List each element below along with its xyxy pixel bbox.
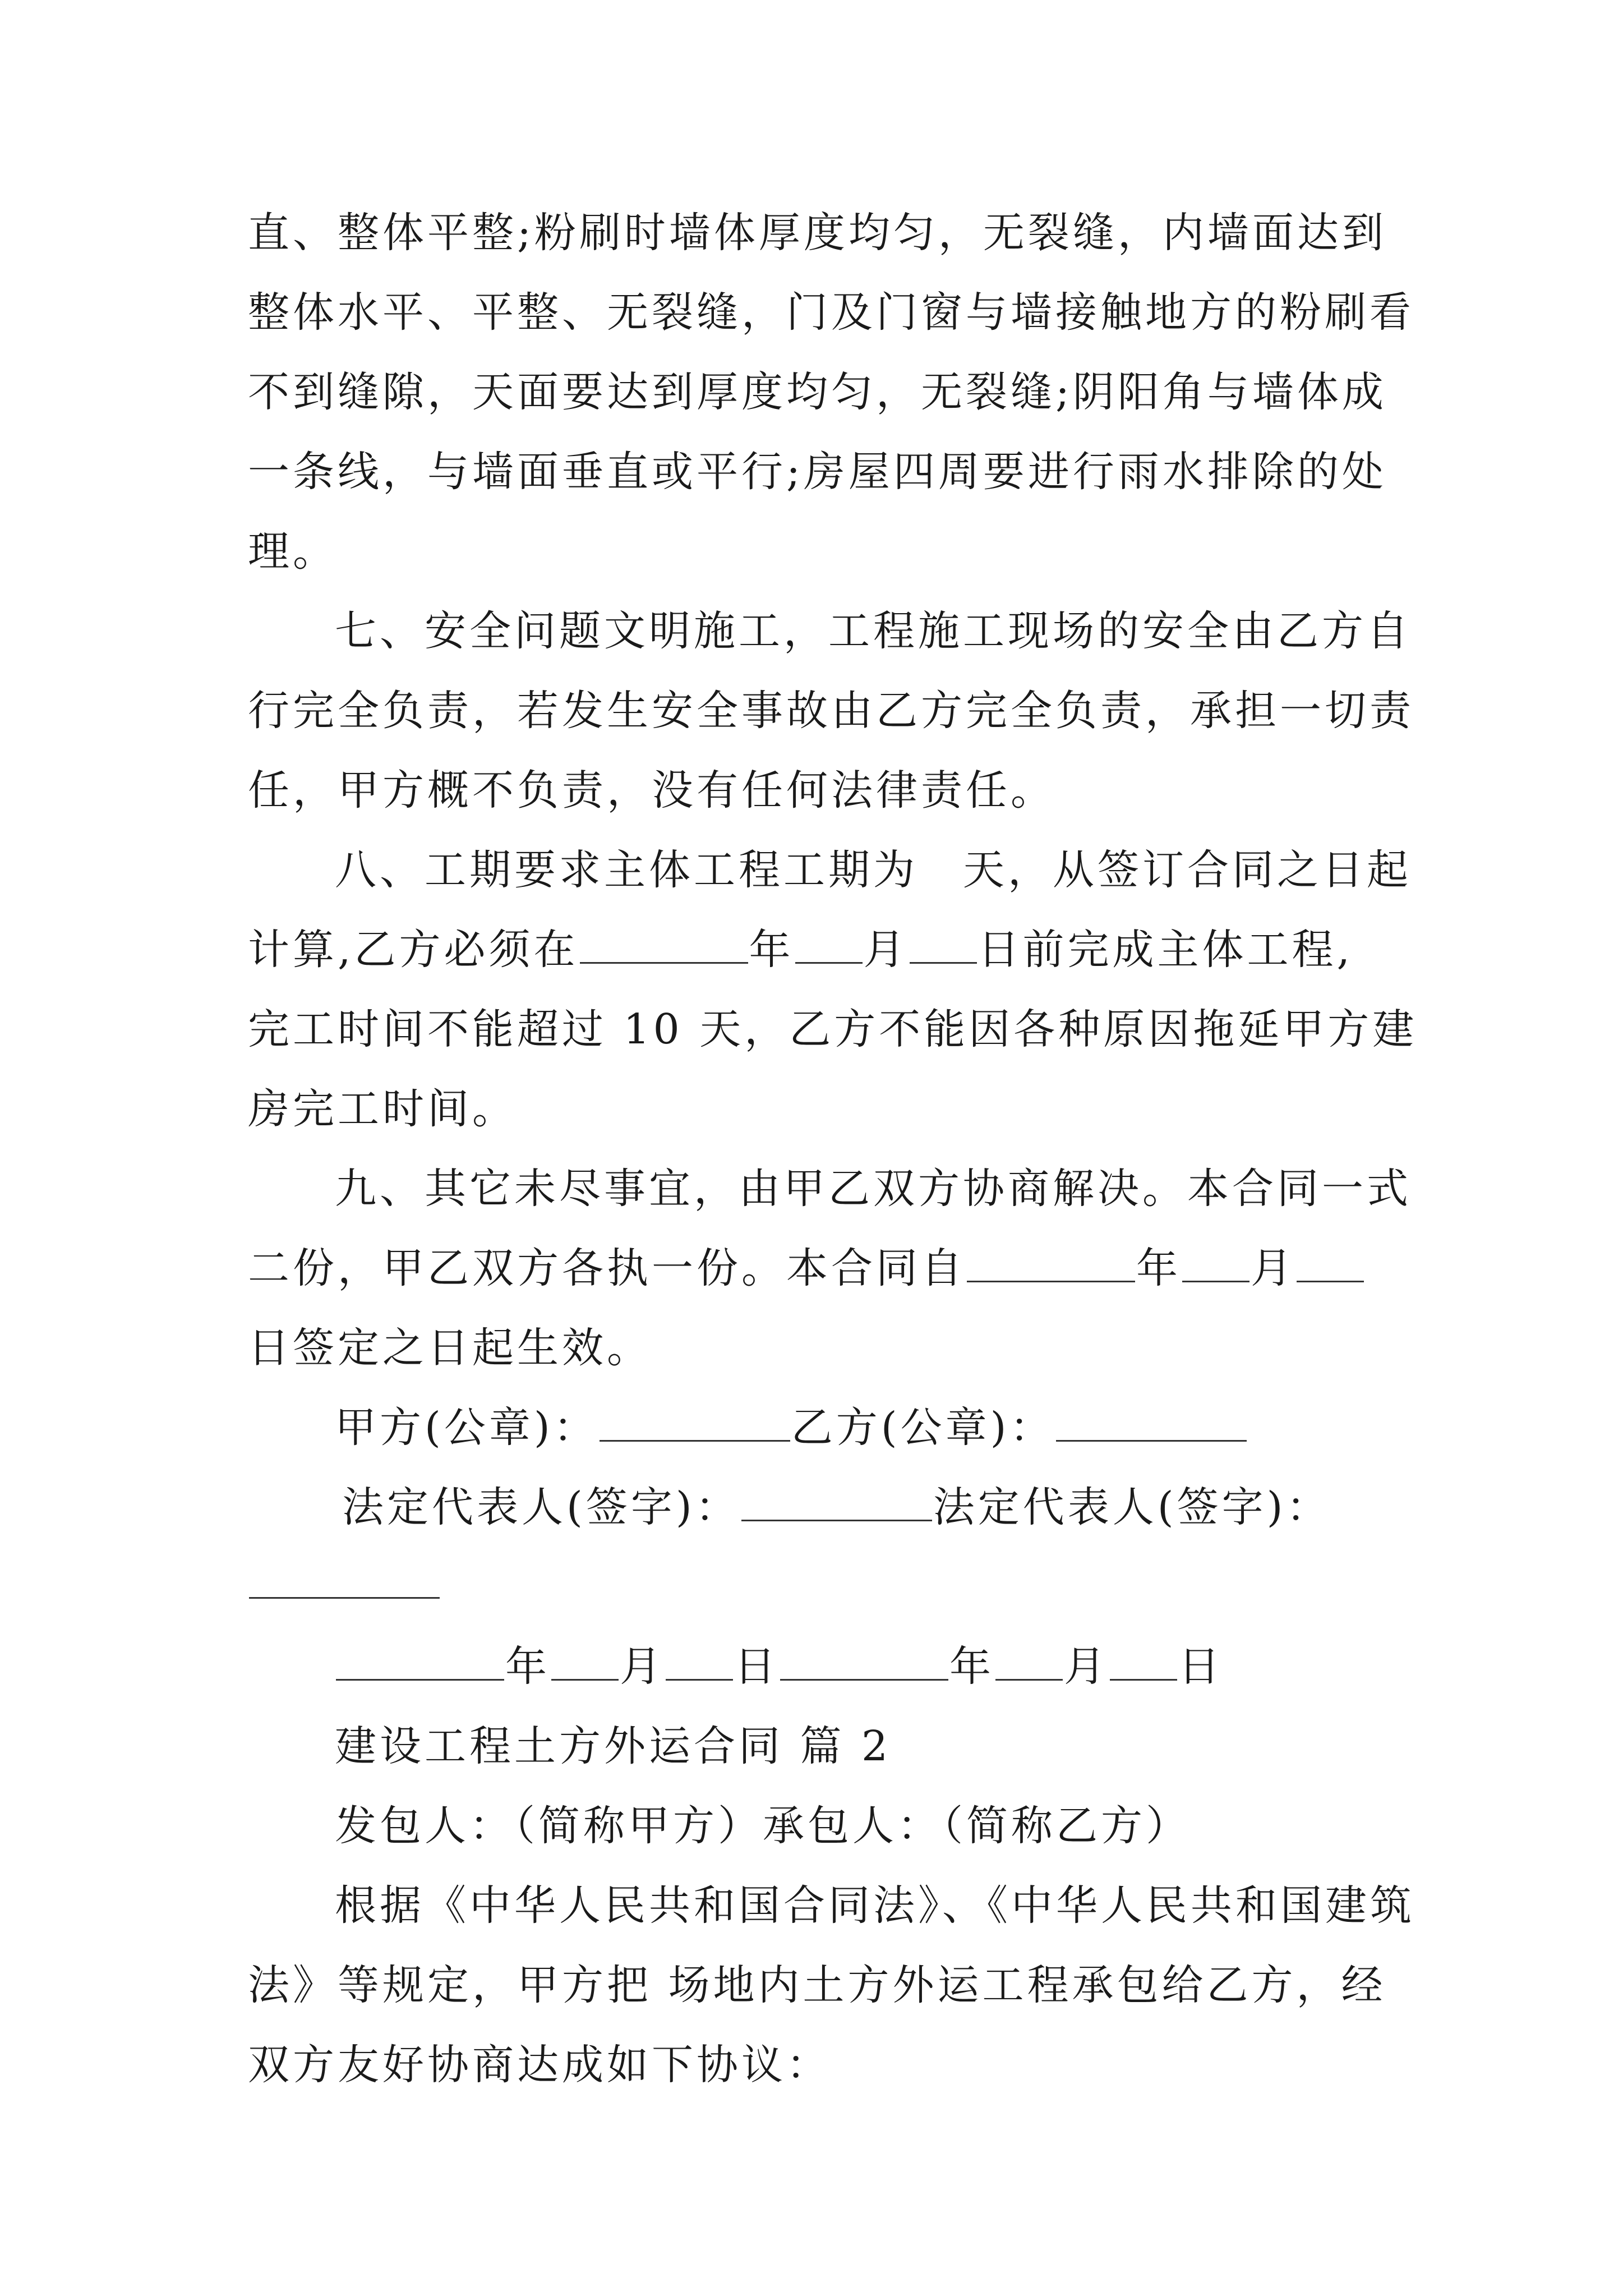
clause-7-line: 任，甲方概不负责，没有任何法律责任。 [248, 766, 1055, 815]
month-label: 月 [863, 926, 909, 974]
paragraph-line: 一条线，与墙面垂直或平行;房屋四周要进行雨水排除的处 [248, 448, 1387, 496]
month-blank[interactable] [1182, 1247, 1249, 1282]
clause-9-date-line [248, 1237, 1365, 1299]
clause-8-line: 完工时间不能超过 10 天，乙方不能因各种原因拖延甲方建 [248, 1005, 1418, 1053]
clause-9-line: 九、其它未尽事宜，由甲乙双方协商解决。本合同一式 [335, 1165, 1412, 1213]
day-blank[interactable] [666, 1645, 733, 1681]
legal-rep-line [342, 1476, 1331, 1538]
signature-date-line [335, 1636, 1223, 1697]
section-2-title: 建设工程土方外运合同 篇 2 [335, 1722, 892, 1770]
year-blank[interactable] [967, 1247, 1135, 1282]
intro-line: 法》等规定，甲方把 场地内土方外运工程承包给乙方，经 [248, 1961, 1386, 2009]
paragraph-line: 直、整体平整;粉刷时墙体厚度均匀，无裂缝，内墙面达到 [248, 209, 1387, 257]
month-label: 月 [1064, 1642, 1109, 1691]
intro-line: 双方友好协商达成如下协议： [248, 2041, 831, 2089]
month-blank[interactable] [551, 1645, 619, 1681]
party-b-seal-label: 乙方(公章)： [791, 1404, 1055, 1452]
month-blank[interactable] [795, 928, 863, 964]
month-label: 月 [620, 1642, 665, 1691]
clause-9-line: 日签定之日起生效。 [248, 1324, 652, 1372]
clause-8-deadline-line [248, 919, 1353, 981]
intro-line: 根据《中华人民共和国合同法》、《中华人民共和国建筑 [335, 1881, 1415, 1930]
legal-rep-b-blank[interactable] [249, 1563, 440, 1599]
month-blank[interactable] [995, 1645, 1063, 1681]
day-label: 日 [1178, 1642, 1223, 1691]
legal-rep-a-blank[interactable] [741, 1486, 932, 1521]
day-blank[interactable] [910, 928, 977, 964]
party-a-seal-label: 甲方(公章)： [335, 1404, 598, 1452]
clause-8-text: 日前完成主体工程, [978, 926, 1354, 974]
day-blank[interactable] [1297, 1247, 1364, 1282]
year-blank[interactable] [336, 1645, 504, 1681]
legal-rep-a-label: 法定代表人(签字)： [342, 1483, 740, 1531]
clause-7-line: 行完全负责，若发生安全事故由乙方完全负责，承担一切责 [248, 687, 1414, 735]
legal-rep-b-label: 法定代表人(签字)： [933, 1483, 1331, 1531]
parties-line: 发包人：（简称甲方）承包人：（简称乙方） [335, 1802, 1191, 1850]
month-label: 月 [1251, 1244, 1295, 1292]
clause-8-line: 八、工期要求主体工程工期为 天，从签订合同之日起 [335, 846, 1412, 894]
party-b-seal-blank[interactable] [1056, 1406, 1247, 1442]
day-blank[interactable] [1110, 1645, 1177, 1681]
year-label: 年 [749, 926, 794, 974]
legal-rep-b-blank-line [248, 1554, 441, 1616]
party-a-seal-blank[interactable] [600, 1406, 790, 1442]
day-label: 日 [734, 1642, 779, 1691]
year-label: 年 [1136, 1244, 1181, 1292]
year-blank[interactable] [780, 1645, 948, 1681]
clause-8-text: 计算,乙方必须在 [248, 926, 579, 974]
seal-line [335, 1397, 1248, 1458]
paragraph-line: 整体水平、平整、无裂缝，门及门窗与墙接触地方的粉刷看 [248, 288, 1414, 337]
clause-7-line: 七、安全问题文明施工，工程施工现场的安全由乙方自 [335, 607, 1412, 655]
clause-8-line: 房完工时间。 [248, 1085, 517, 1133]
year-blank[interactable] [580, 928, 748, 964]
clause-9-text: 二份，甲乙双方各执一份。本合同自 [248, 1244, 966, 1292]
paragraph-line: 理。 [248, 527, 338, 576]
paragraph-line: 不到缝隙，天面要达到厚度均匀，无裂缝;阴阳角与墙体成 [248, 368, 1387, 416]
year-label: 年 [505, 1642, 550, 1691]
year-label: 年 [949, 1642, 994, 1691]
